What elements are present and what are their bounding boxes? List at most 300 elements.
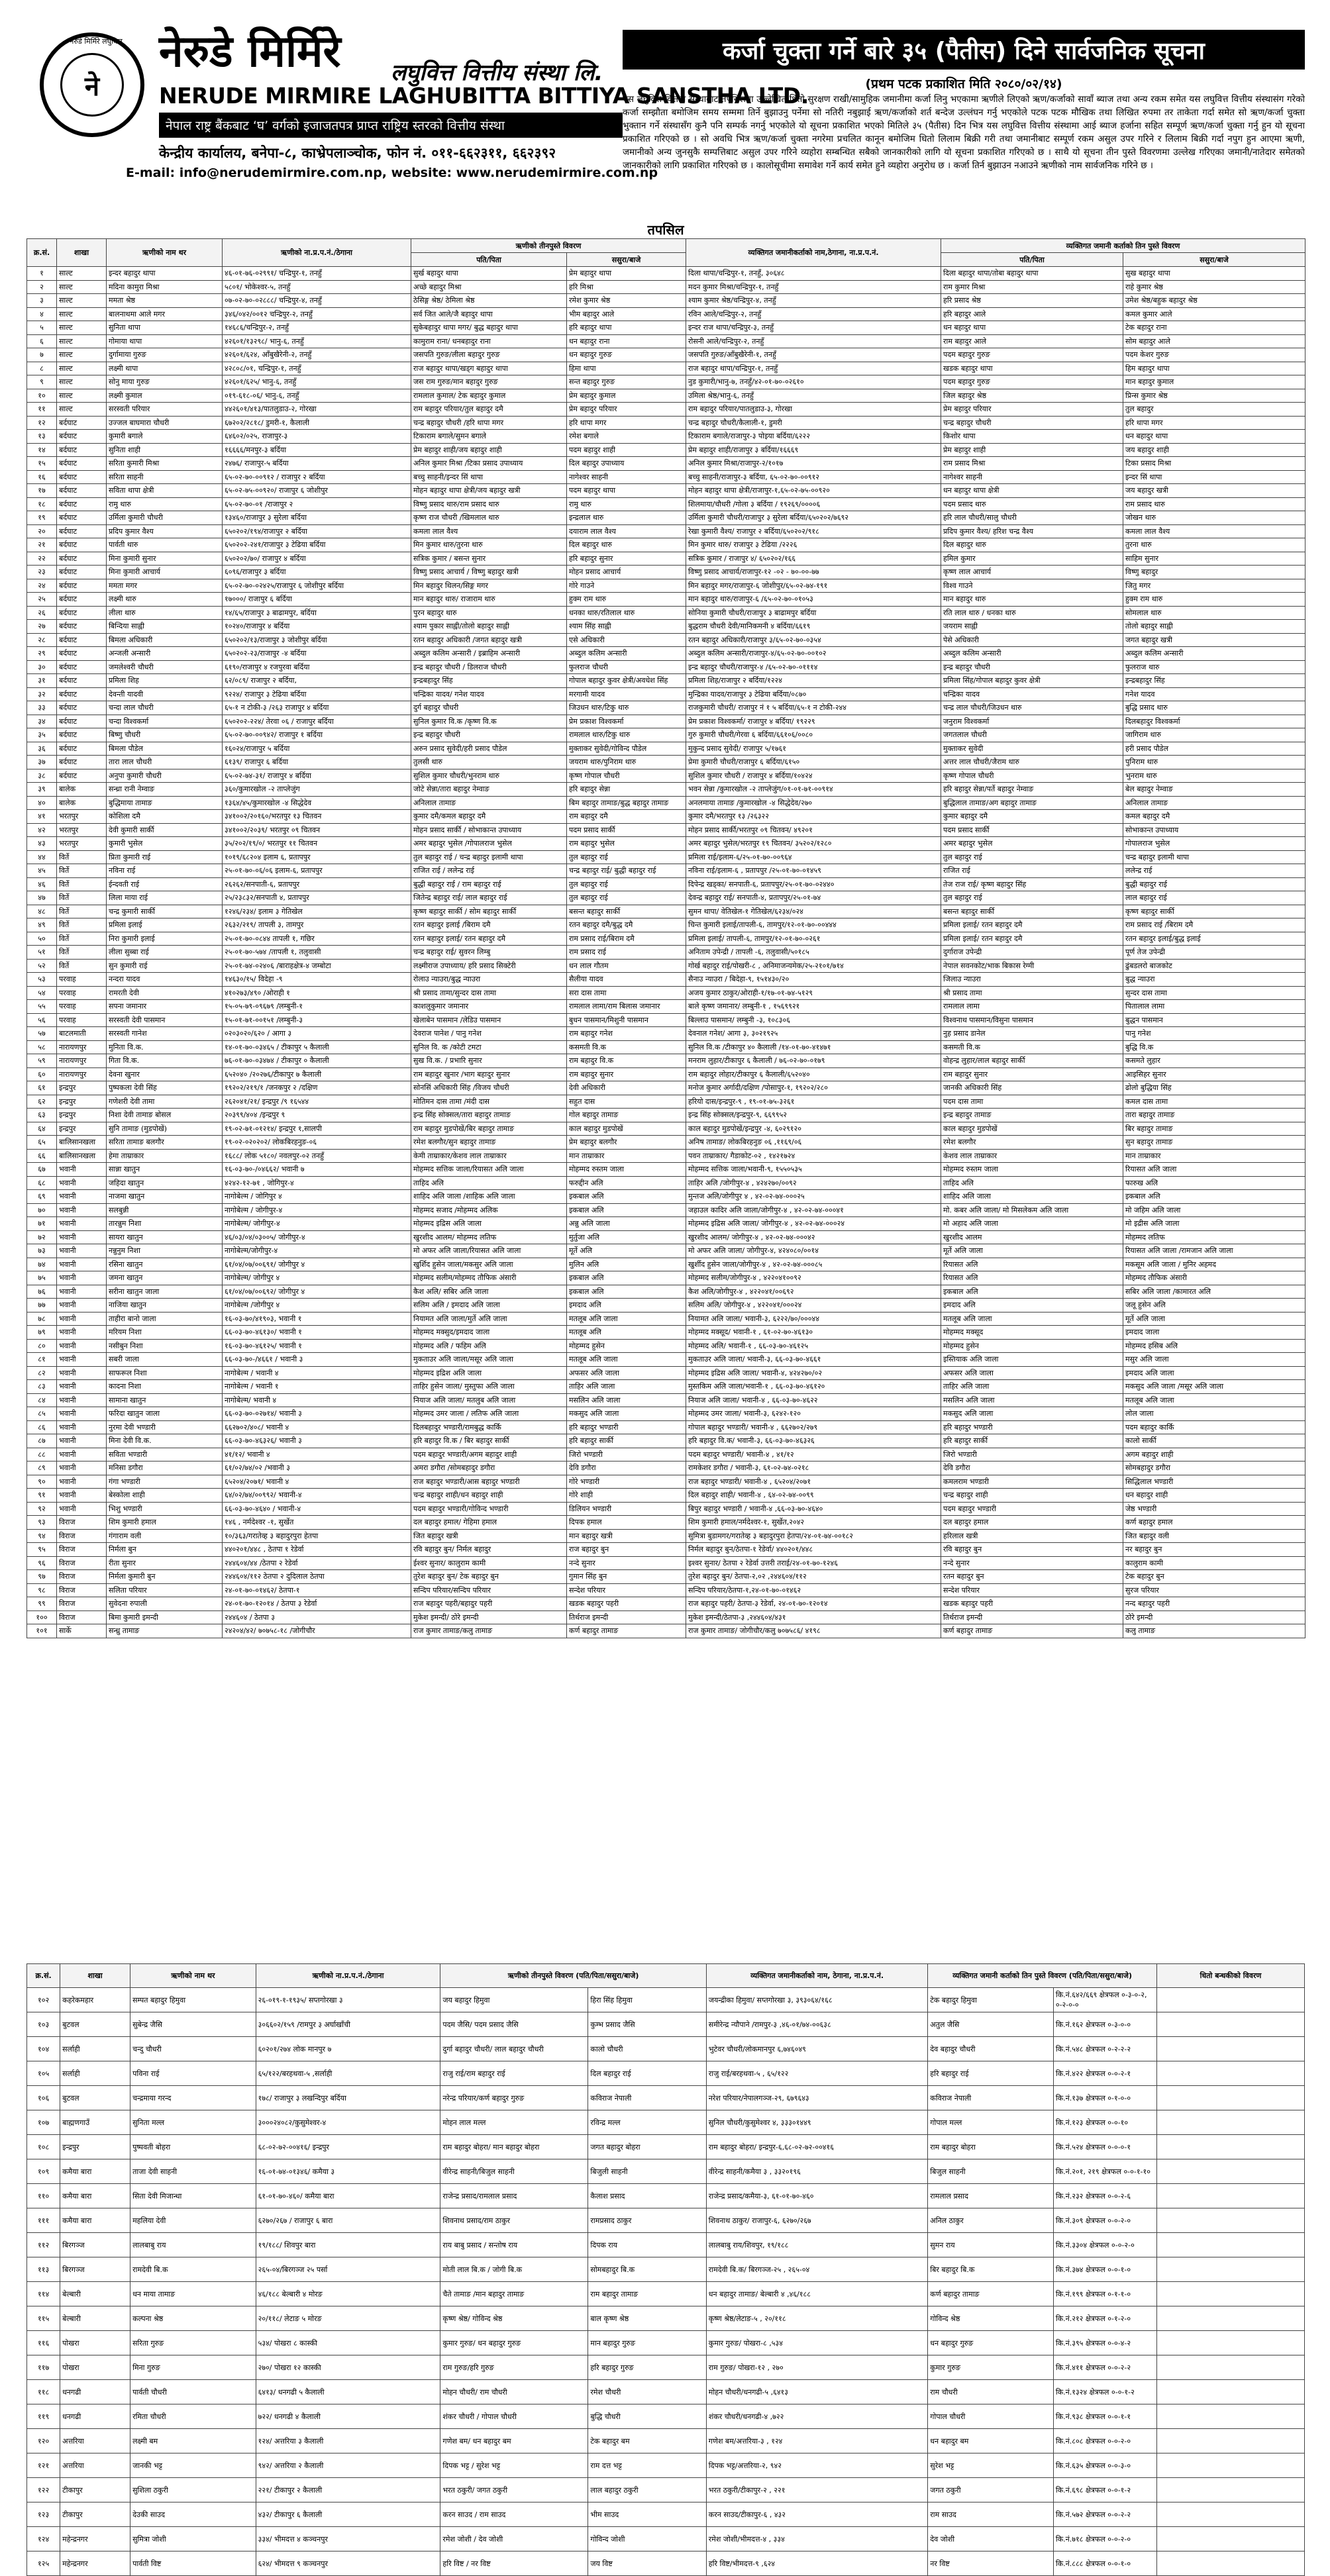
table-cell: मो जहिम अलि जाला [1123, 1203, 1305, 1217]
table-cell: २६२६२/सनपाती-६, प्रतापपुर [223, 877, 411, 891]
table-cell: हरि बहादुर गुरुङ [588, 2355, 706, 2380]
table-cell: अनिताम उपेन्द्री / तापली -६, तलुवासी/५०१८५ [686, 946, 941, 960]
table-cell: ३४६/०४२/००१२ चन्द्रिपुर-२, तनहुँ [223, 307, 411, 321]
table-cell [1156, 2086, 1304, 2110]
table-row [27, 728, 1305, 742]
table-cell: दिपक भट्ट/अत्तरिया-२, ९४२ [706, 2453, 928, 2478]
table-cell: भीम साउद [588, 2502, 706, 2527]
table-cell: सुबेन्द्र जैसि [130, 2012, 256, 2037]
table-row [27, 1420, 1305, 1434]
table-cell: बच्चु साहनी/इन्दर सिं थापा [411, 470, 567, 484]
table-cell: ६४६०२/०२५, राजापुर-३ [223, 430, 411, 444]
table-cell: हरि बहादुर सेन्ना/पर्ते बहादुर नेम्वाङ [941, 783, 1123, 797]
table-cell: देउकी साउद [130, 2502, 256, 2527]
table-cell: मान बहादुर गुरुङ [588, 2331, 706, 2355]
table-row [27, 267, 1305, 281]
table-cell: कामुराम राना/ धनबहादुर राना [411, 334, 567, 348]
table-cell: धन बहादुर राना [567, 334, 686, 348]
table-cell: सुरज परियार [1123, 1583, 1305, 1597]
table-cell: शिम कुमारी हमाल/नर्मदेश्वर-१, सुर्खेत,२०४२ [686, 1516, 941, 1530]
table-cell: नाजिया खातुन [107, 1299, 223, 1313]
table-cell: धन बहादुर गुरुङ [567, 348, 686, 362]
table-cell: खेलाबेन पासमान /लेडिउ पासमान [411, 1013, 567, 1027]
table-cell: १५-०५-७९-०९६७९ /लम्बुनी-१ [223, 1000, 411, 1014]
table-cell: कालो चौधरी [588, 2037, 706, 2061]
table-cell: २५ [27, 593, 57, 607]
table-cell: भरतपुर [57, 823, 107, 837]
table-cell: राम बहादुर परियार/पातलुडाउ-३, गोरखा [686, 403, 941, 417]
table-cell: मुनिता वि.क. [107, 1040, 223, 1054]
table-row [27, 986, 1305, 1000]
table-cell: मदिना कामुरा मिश्रा [107, 280, 223, 294]
table-cell: कि.नं.४२२ क्षेत्रफल ०-०-२-१ [1053, 2061, 1156, 2086]
table-cell: ८० [27, 1339, 57, 1353]
table-cell: १५-०१-७१-००१५१ /लम्बुनी-३ [223, 1013, 411, 1027]
table-cell: कृष्ण गोपाल चौधरी [567, 769, 686, 783]
table-cell: चन्द्रिका यादव [941, 687, 1123, 701]
table-cell: बर्दघाट [57, 552, 107, 566]
table-cell: ११२ [27, 2233, 60, 2257]
table-cell: खुर्शीद हुसेन जाला/जोगीपुर-४ , ४२-०२-७४-०००८५ [686, 1258, 941, 1271]
table-row [27, 1393, 1305, 1407]
table-cell: पदम प्रसाद थारु [941, 497, 1123, 511]
table-cell: उर्मिला कुमारी चौधरी/राजापुर ३ सुरेला बर्दिया/६५०२०२/७६९२ [686, 511, 941, 525]
table-cell: ६०९६/राजापुर ३ बर्दिया [223, 566, 411, 579]
brand-name-nepali: नेरुडे मिर्मिरे [159, 26, 341, 77]
table-cell: ८ [27, 362, 57, 375]
table-cell: भवानी [57, 1244, 107, 1258]
table-row [27, 457, 1305, 471]
table-cell: मकसुद अलि जाला [941, 1407, 1123, 1421]
table-cell: ६५०२०२/१९४/राजापुर २ बर्दिया [223, 524, 411, 538]
table-cell: दिपेन्द्र खड्का/ सनपाती-६, प्रतापपुर/२५-०१-७०-०२४४० [686, 877, 941, 891]
table-cell: सरिता कुमारी मिश्रा [107, 457, 223, 471]
table-cell: प्रिन्स कुमार श्रेष्ठ [1123, 389, 1305, 403]
table-cell: साल्ट [57, 403, 107, 417]
table-cell: रतन बहादुर अधिकारी /जगत बहादुर खत्री [411, 633, 567, 647]
table-cell: भवानी [57, 1271, 107, 1285]
table-cell: कोशिला दमै [107, 810, 223, 824]
table-cell: इन्द्रबहादुर सिंह [1123, 674, 1305, 688]
table-cell: बिपुर बहादुर भण्डारी / भवानी-४ ,६६-०३-७०-४६४० [686, 1502, 941, 1516]
table-cell: नुह प्रसाद डानेल [941, 1027, 1123, 1041]
table-cell: तोलो बहादुर साह्वी [1123, 620, 1305, 634]
table-cell: २५-०१-७०-०८४४ तापली १, गछिर [223, 932, 411, 946]
table-cell: जसपति गुरुङ/लीला बहादुर गुरुङ [411, 348, 567, 362]
table-cell: सिता देवी मिजान्धा [130, 2184, 256, 2208]
table-cell: ५९ [27, 1054, 57, 1068]
table-cell: जेष्ठ भण्डारी [1123, 1502, 1305, 1516]
table-cell: साल्ट [57, 334, 107, 348]
table-cell: १३४६०/राजापुर ३ सुरेला बर्दिया [223, 511, 411, 525]
table-cell: लालबाबु राय/शिवपुर, १९/१८८ [706, 2233, 928, 2257]
table-cell: रमेश कुमार श्रेष्ठ [567, 294, 686, 308]
table-cell: सरस्वती देवी पासमान [107, 1013, 223, 1027]
table-cell: ६६-०३-७०-४६४० / भवानी-४ [223, 1502, 411, 1516]
table-cell: बसन्त बहादुर सार्की [567, 905, 686, 918]
table-cell: ४ [27, 307, 57, 321]
table-cell: ६१३९/ राजापुर ६ बर्दिया [223, 756, 411, 769]
table-cell: जगत बहादुर बोहरा [588, 2135, 706, 2159]
table-cell: प्रेम बहादुर परियार [941, 403, 1123, 417]
table-row [27, 946, 1305, 960]
table-cell: टेक बहादुर हिमुवा [928, 1988, 1054, 2012]
table-cell: रियासत अलि जाला /रामजान अलि जाला [1123, 1244, 1305, 1258]
table-cell: ६३ [27, 1109, 57, 1122]
table-cell: बुधन पासमान/मिशुनी पासमान [567, 1013, 686, 1027]
tagline: नेपाल राष्ट्र बैंकबाट ‘घ’ वर्गको इजाजतपत्र प्राप्त राष्ट्रिय स्तरको वित्तीय संस्था [159, 113, 623, 138]
table-cell: जगतलाल चौधरी [941, 728, 1123, 742]
table-cell: कसमती वि.क [567, 1040, 686, 1054]
table-cell: कि.नं.६९८ क्षेत्रफल ०-०-१-२ [1053, 2478, 1156, 2502]
table-cell: ८५ [27, 1407, 57, 1421]
table-cell: मोहम्मद सत्तिक जाला/भवानी-९, १५५०५३५ [686, 1163, 941, 1177]
table-cell: २६२०४१/२१/ इन्द्रपुर /९ १६५४४ [223, 1095, 411, 1109]
table-cell: मो. कबर अलि जाला/ मो मिसलेकम अलि जाला [941, 1203, 1123, 1217]
table-cell: ९५ [27, 1543, 57, 1557]
table-cell [1156, 2257, 1304, 2282]
table-cell: साल्ट [57, 267, 107, 281]
col-header-address: ऋणीको ना.प्र.प.नं./ठेगाना [223, 239, 411, 267]
table-row [27, 864, 1305, 878]
table-cell: धन बहादुर तामाङ/ बेल्बारी ४ ,४६/१८८ [706, 2282, 928, 2306]
col2-header-address: ऋणीको ना.प्र.प.नं./ठेगाना [256, 1964, 440, 1988]
table-cell: इन्द्र बहादुर चौधरी / डिलराज चौधरी [411, 660, 567, 674]
table-cell: रामकेशर डगौरा / भवानी-३, ६१-०२-७४-०२१८ [686, 1461, 941, 1475]
table-cell: ३४१००२/२०१६०/भरतपुर १३ चितवन [223, 810, 411, 824]
table-cell: सुकेबहादुर थापा मगर/ बुद्ध बहादुर थापा [411, 321, 567, 335]
table-cell: कृष्ण लाल आचार्य [941, 566, 1123, 579]
table-cell: हरि बहादुर सुनार [567, 552, 686, 566]
table-cell: ६५-०२-७५-००९२०/ राजापुर ६ जोशीपुर [223, 484, 411, 498]
table-row [27, 362, 1305, 375]
table-cell: दल बहादुर हमाल [941, 1516, 1123, 1530]
table-cell: श्री प्रसाद तामा/सुन्दर दास तामा [411, 986, 567, 1000]
table-row [27, 1312, 1305, 1326]
table-cell: बुटवल [60, 2086, 130, 2110]
table-cell: श्याम कुमार श्रेष्ठ/चन्द्रिपुर-४, तनहुँ [686, 294, 941, 308]
table-cell: बालिसानखला [57, 1136, 107, 1150]
table-cell: ५ [27, 321, 57, 335]
table-cell: नागोबेल्म / भवानी १ [223, 1380, 411, 1394]
table-cell: ६६-०३-७०-४६१३०/ भवानी १ [223, 1326, 411, 1340]
table-row [27, 823, 1305, 837]
table-cell: प्रमिला इलाई/ तापली-६, तामपुर/१२-०१-७०-०२६१ [686, 932, 941, 946]
table-cell: १७ [27, 484, 57, 498]
table-cell: मुकताउर अलि जाला/मसूर अलि जाला [411, 1353, 567, 1367]
table-cell: साल्ट [57, 375, 107, 389]
table-cell: कविराज नेपाली [588, 2086, 706, 2110]
table-row [27, 1095, 1305, 1109]
table-cell: उमेश श्रेष्ठ/बहुक बहादुर श्रेष्ठ [1123, 294, 1305, 308]
table-cell: रतन बहादुर इलाई/बुद्ध इलाई [1123, 932, 1305, 946]
table-row [27, 389, 1305, 403]
table-cell: बुद्धी बहादुर राई [1123, 877, 1305, 891]
table-cell: ६६-०३-७०-०२७१४/ भवानी ३ [223, 1407, 411, 1421]
table-cell: अनिल ठाकुर [928, 2208, 1054, 2233]
table-row [27, 1271, 1305, 1285]
table-cell: रियासत अलि जाला [1123, 1163, 1305, 1177]
table-cell: मतलूब अलि जाला [941, 1312, 1123, 1326]
table-cell: कि.नं.१३७ क्षेत्रफल ०-१-०-० [1053, 2086, 1156, 2110]
table-cell: १६-०३-७०-/०४६६२/ भवानी ७ [223, 1163, 411, 1177]
table-cell: २४-०१-७०-०१४६२/ ठेतपा-१ [223, 1583, 411, 1597]
table-cell: इन्द्र बहादुर चौधरी [411, 728, 567, 742]
table-cell: ४३ [27, 837, 57, 851]
table-row [27, 2208, 1305, 2233]
table-cell: राम चौधरी [928, 2380, 1054, 2404]
table-cell: १६ [27, 470, 57, 484]
table-cell: इन्द्रपुर [57, 1122, 107, 1136]
table-cell: राम प्रसाद राई/बिराम दमै [567, 932, 686, 946]
table-cell: निर्मला बुन [107, 1543, 223, 1557]
table-cell: मसलिन अलि जाला [941, 1393, 1123, 1407]
table-cell: देवन्द्र बहादुर राई/ सनपाती-४, प्रतापपुर/२५-०१-७४ [686, 891, 941, 905]
table-cell: कि.नं.३९५ क्षेत्रफल ०-०-४-२ [1053, 2331, 1156, 2355]
table-cell: २६ [27, 606, 57, 620]
table-cell: धनगढी [60, 2380, 130, 2404]
main-table-body [27, 267, 1305, 1638]
table-cell: राम गुरुङ/हरि गुरुङ [440, 2355, 588, 2380]
table-cell: गंगा भण्डारी [107, 1475, 223, 1489]
table-cell: ६५०२०२/१३/राजापुर ३ जोशीपुर बर्दिया [223, 633, 411, 647]
table-cell: नागोबेल्म/ भवानी ४ [223, 1393, 411, 1407]
table-cell: भवानी [57, 1312, 107, 1326]
table-cell [1156, 2037, 1304, 2061]
table-cell: मुक्ताकर सुवेदी [941, 742, 1123, 756]
table-cell: प्रदिप कुमार वैश्य [107, 524, 223, 538]
table-cell: रामप्रसाद ठाकुर [588, 2208, 706, 2233]
table-cell: ७६ [27, 1285, 57, 1299]
table-row [27, 1502, 1305, 1516]
table-cell: मोहम्मद सलीम/जोगीपुर-४ , ४२२०४१००९२ [686, 1271, 941, 1285]
table-cell [1156, 2012, 1304, 2037]
table-cell: नारायणपुर [57, 1067, 107, 1081]
table-row [27, 1285, 1305, 1299]
table-cell: भवानी [57, 1475, 107, 1489]
table-cell: फुलराज थारु [1123, 660, 1305, 674]
table-cell: चन्द्र बहादुर राई/ बुद्धी बहादुर राई [567, 864, 686, 878]
table-cell: ३५ [27, 728, 57, 742]
table-cell: मोहम्मद मक्सूद/ भवानी-१ , ६१-०२-७०-४६१३० [686, 1326, 941, 1340]
table-cell: सोभाकान्त उपाध्याय [1123, 823, 1305, 837]
table-cell: रामु थारु [567, 497, 686, 511]
col2-header-guarantor: व्यक्तिगत जमानीकर्ताको नाम, ठेगाना, ना.प्र.प.नं. [706, 1964, 928, 1988]
table-cell: नागोबेल्म/ जोगीपुर-४ [223, 1217, 411, 1231]
table-cell: अफसर अलि जाला [567, 1366, 686, 1380]
table-cell: सार्के [57, 1624, 107, 1638]
table-cell: मान बहादुर खत्री [567, 1529, 686, 1543]
table-row [27, 1570, 1305, 1584]
table-cell: पुष्पवती बोहरा [130, 2135, 256, 2159]
table-cell: कि.नं.५४८ क्षेत्रफल ०-२-२-२ [1053, 2037, 1156, 2061]
col2-header-borrower: ऋणीको नाम थर [130, 1964, 256, 1988]
table-cell: ९६ [27, 1556, 57, 1570]
table-cell: १३६४/४५/कुमारखोल -४ सिद्धेदेव [223, 796, 411, 810]
table-cell: सुनिल कुमार वि.क /कृष्ण वि.क [411, 715, 567, 728]
table-row [27, 1326, 1305, 1340]
table-cell: सलबुन्नी [107, 1203, 223, 1217]
table-cell: सोनिया कुमारी चौधरी/राजापुर ३ बाढामपुर बर्दिया [686, 606, 941, 620]
table-cell: ताहिर अलि जाला [941, 1380, 1123, 1394]
table-cell: दिला बहादुर थापा/तोबा बहादुर थापा [941, 267, 1123, 281]
table-cell: धन बहादुर थापा [1123, 430, 1305, 444]
table-cell: लाल बहादुर ठकुरी [588, 2478, 706, 2502]
table-cell: चन्द्र लाल चौधरी/जिउधन थारु [941, 701, 1123, 715]
table-cell: राम बहादुर भुसेल [567, 837, 686, 851]
table-cell: २०३९९/४०४ /इन्द्रपुर ९ [223, 1109, 411, 1122]
table-cell: ६५०२०२-२२४/ तेरवा ०६ / राजापुर बर्दिया [223, 715, 411, 728]
table-cell: सुशिला ठकुरी [130, 2478, 256, 2502]
table-cell: ६४ [27, 1122, 57, 1136]
table-cell: कि.नं.६३५ क्षेत्रफल ०-०-३-० [1053, 2453, 1156, 2478]
table-cell: ७२ [27, 1230, 57, 1244]
table-cell: मोहन प्रसाद सार्की/भरतपुर ०९ चितवन/ ४९२०१ [686, 823, 941, 837]
table-cell: अमरा डगौरा /सोमबहादुर डगौरा [411, 1461, 567, 1475]
table-cell: लालबाबु राय [130, 2233, 256, 2257]
table-cell: राजु राई/राम बहादुर राई [440, 2061, 588, 2086]
table-cell: आइसिहर सुनार [1123, 1067, 1305, 1081]
table-cell: विर्ते [57, 918, 107, 932]
table-cell: कलु तामाङ [1123, 1624, 1305, 1638]
table-cell: लाल बहादुर राई [1123, 891, 1305, 905]
table-cell: सन्दिप परियार/सन्दिप परियार [411, 1583, 567, 1597]
table-cell: सपना जमानार [107, 1000, 223, 1014]
table-cell: बर्दघाट [57, 687, 107, 701]
table-cell: ३७ [27, 756, 57, 769]
table-cell: पदम बहादुर भण्डारी/गोविन्द भण्डारी [411, 1502, 567, 1516]
table-cell: बुद्धराम चौधरी देवी/मानिकमनी ४ बर्दिया/६६१९ [686, 620, 941, 634]
table-cell: पविना राई [130, 2061, 256, 2086]
table-cell: खडक बहादुर पहरी [941, 1597, 1123, 1611]
table-cell: पवन ताम्राकार/ गैडाकोट-०२ , १४२१७२४ [686, 1149, 941, 1163]
table-row [27, 1000, 1305, 1014]
table-cell: गणेश बम/ धन बहादुर बम [440, 2429, 588, 2453]
table-cell: ५४ [27, 986, 57, 1000]
table-cell: २१ [27, 538, 57, 552]
table-cell: ६५/१२२/बरहथवा-५ ,सर्लाही [256, 2061, 440, 2086]
table-cell: नन्दे सुनार [941, 1556, 1123, 1570]
table-cell: कि.नं.३०९ क्षेत्रफल ०-०-२-० [1053, 2208, 1156, 2233]
table-cell: नाजमा खातुन [107, 1190, 223, 1204]
table-cell: विराज [57, 1570, 107, 1584]
table-cell: धनगढी [60, 2404, 130, 2429]
table-cell: राज कुमार तामाङ/ जोगीचौर/कलु ७०७५८६/ ४१९८ [686, 1624, 941, 1638]
table-cell: बाह्मणगाउँ [60, 2110, 130, 2135]
table-cell: बिमला पौडेल [107, 742, 223, 756]
table-cell: उमिला श्रेष्ठ/भानु-६, तनहुँ [686, 389, 941, 403]
table-cell: २३ [27, 566, 57, 579]
table-cell: शिवनाथ ठाकुर/ राजापुर-६, ६२७०/२६७ [706, 2208, 928, 2233]
table-cell: मोहम्मद इद्रिस अलि जाला/ भवानी-४, ४२४२७०/०२ [686, 1366, 941, 1380]
table-cell: अनिलाल तामाङ [411, 796, 567, 810]
table-cell: जनुराम विश्वकर्मा [941, 715, 1123, 728]
table-cell: २४ [27, 579, 57, 593]
table-cell: सरस्वती परियार [107, 403, 223, 417]
table-cell: राज बहादुर थापा/चन्द्रिपुर-१, तनहुँ [686, 362, 941, 375]
table-cell: गोर्ख बहादुर राई/पोखरी-८ , अनिमाजन्यमेक/२५-२१०१/७१४ [686, 959, 941, 973]
table-cell: भवानी [57, 1203, 107, 1217]
table-cell: मोहम्मद मक्सूद [941, 1326, 1123, 1340]
table-cell: पदम बहादुर भण्डारी [941, 1502, 1123, 1516]
table-cell: अब्दुल कलिम अन्सारी [941, 647, 1123, 661]
table-cell: सुमित्रा बुडामगर/गरातेव्ह ३ बहादुरपुरा हेतपा/२४-०१-७४-००१८२ [686, 1529, 941, 1543]
table-cell: ७३ [27, 1244, 57, 1258]
table-cell: विराज [57, 1529, 107, 1543]
table-cell: १९ [27, 511, 57, 525]
table-cell: पार्वती चौधरी [130, 2380, 256, 2404]
table-cell: गणेशरी देवी तामा [107, 1095, 223, 1109]
table-cell: बाले कृष्ण जमानार/ लम्बुनी-१ , १५६९९२१ [686, 1000, 941, 1014]
table-cell: विष्णु प्रसाद थारु/राम प्रसाद थारु [411, 497, 567, 511]
table-cell: अनुपा कुमारी चौधरी [107, 769, 223, 783]
table-cell: कमला लाल वैश्य [411, 524, 567, 538]
table-cell: अजय कुमार ठाकुर/ओराही-१/१७-०१-७४-५१२९ [686, 986, 941, 1000]
table-cell: शंकर चौधरी/धनगढी-४ ,७२२ [706, 2404, 928, 2429]
table-cell: भरत ठकुरी/ जगत ठकुरी [440, 2478, 588, 2502]
table-row [27, 1353, 1305, 1367]
table-cell: भवानी [57, 1461, 107, 1475]
table-cell: तुरना थारु [1123, 538, 1305, 552]
table-row [27, 2086, 1305, 2110]
table-cell: बर्दघाट [57, 457, 107, 471]
table-cell: इश्वर सुनार/ ठेतपा २ रेडेर्वा उत्तरी तराई/२४-०१-७०-१२४६ [686, 1556, 941, 1570]
table-row [27, 1407, 1305, 1421]
table-cell: २५-०१-७०-५७४ /तापली १, तलुवासी [223, 946, 411, 960]
table-cell: खुर्शिद हुसेन जाला/मकसुर अलि जाला [411, 1258, 567, 1271]
table-cell: राम बहादुर बोहरा/ इन्द्रपुर-६,६८-०२-७२-००४१६ [706, 2135, 928, 2159]
table-cell: १७०००/ राजापुर ६ बर्दिया [223, 593, 411, 607]
table-cell: ३९ [27, 783, 57, 797]
table-cell: ४६ [27, 877, 57, 891]
table-cell: बिष्णु चौधरी [107, 728, 223, 742]
table-row [27, 593, 1305, 607]
table-cell: मोहम्मद तौफिक अंसारी [1123, 1271, 1305, 1285]
table-row [27, 1556, 1305, 1570]
table-cell: देवना खुनार [107, 1067, 223, 1081]
table-cell: ६२/०८९/ राजापुर २ बर्दिया, [223, 674, 411, 688]
table-row [27, 294, 1305, 308]
table-cell: गोल बहादुर तामाङ [567, 1109, 686, 1122]
table-cell: ममता मगर [107, 579, 223, 593]
table-cell: बेल्बारी [60, 2306, 130, 2331]
table-row [27, 1217, 1305, 1231]
table-cell: राम बहादुर परियार/तुल बहादुर दमै [411, 403, 567, 417]
table-cell: राज बहादुर पहरी/बहादुर पहरी [411, 1597, 567, 1611]
table-cell: देवी कुमारी सार्की [107, 823, 223, 837]
table-cell: १०६ [27, 2086, 60, 2110]
table-cell: ६१ [27, 1081, 57, 1095]
table-cell: कमैया बारा [60, 2184, 130, 2208]
table-cell: ८४ [27, 1393, 57, 1407]
table-cell: परवाह [57, 1000, 107, 1014]
table-cell: ६५०२०२/७०/ राजापुर ४ बर्दिया [223, 552, 411, 566]
table-cell: कर्ण बहादुर तामाङ [567, 1624, 686, 1638]
table-cell: मान बहादुर कुमाल [1123, 375, 1305, 389]
table-cell: हरि बहादुर सार्की [567, 1434, 686, 1448]
table-cell: ८७ [27, 1434, 57, 1448]
table-cell: नरेन्द्र परियार/कर्ण बहादुर गुरुङ [440, 2086, 588, 2110]
table-cell: कैश अलि/जोगीपुर-४ , ४२२०४१/००६९२ [686, 1285, 941, 1299]
table-cell: १६-०१-७४-०१३४६/ कमैया ३ [256, 2159, 440, 2184]
table-cell: तुल बहादुर राई / चन्द्र बहादुर इलामी थापा [411, 850, 567, 864]
table-cell: ९० [27, 1475, 57, 1489]
table-cell: एसे अधिकारी [567, 633, 686, 647]
table-cell: नुरमा देवी भण्डारी [107, 1420, 223, 1434]
table-row [27, 877, 1305, 891]
table-row [27, 1040, 1305, 1054]
table-cell: कालुराम कामी [1123, 1556, 1305, 1570]
